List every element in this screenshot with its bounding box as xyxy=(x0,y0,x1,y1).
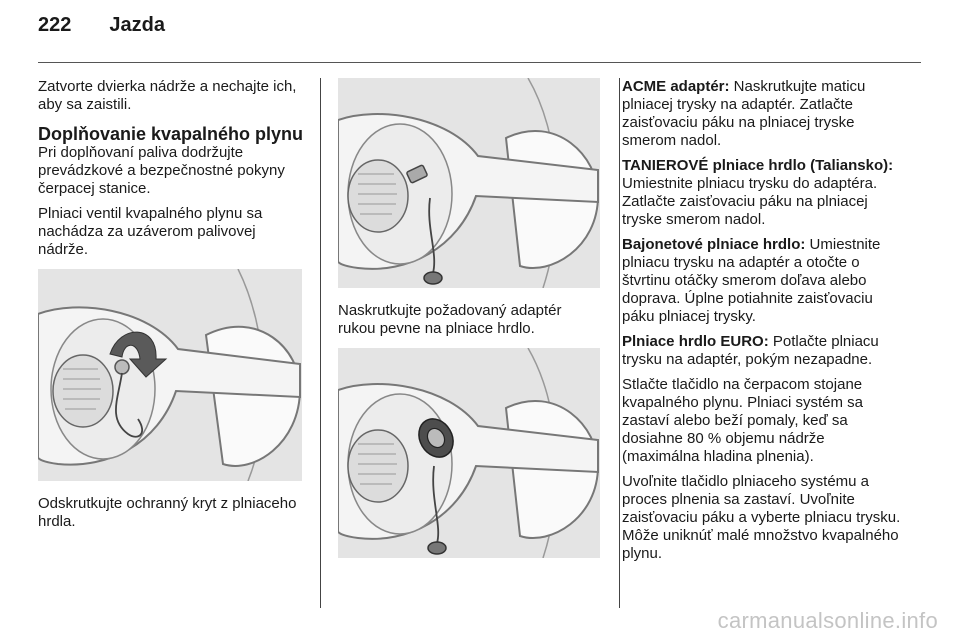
column-1 xyxy=(38,78,304,531)
page-number: 222 xyxy=(38,14,72,36)
bayonet-filler-term: Bajonetové plniace hrdlo: xyxy=(622,236,806,253)
acme-adapter-paragraph: ACME adaptér: Naskrutkujte maticu plniacej trysky na adaptér. Zatlačte zaisťovaciu páku na plniacej tryske smerom nadol. xyxy=(622,78,866,149)
intro-paragraph: Zatvorte dvierka nádrže a nechajte ich, aby sa zaistili. xyxy=(38,78,297,113)
acme-adapter-term: ACME adaptér: xyxy=(622,78,730,95)
bayonet-filler-paragraph: Bajonetové plniace hrdlo: Umiestnite plniacu trysku na adaptér a otočte o štvrtinu otáčky smerom doľava alebo doprava. Úplne potiahnite zaisťovaciu páku plniacej trysky. xyxy=(622,236,881,325)
figure-caption-1: Odskrutkujte ochranný kryt z plniaceho hrdla. xyxy=(38,495,297,530)
figure-caption-2: Naskrutkujte požadovaný adaptér rukou pevne na plniace hrdlo. xyxy=(338,302,562,337)
column-divider-1 xyxy=(320,78,321,608)
fuel-filler-cap-removal-illustration xyxy=(38,269,302,481)
fueling-paragraph: Pri doplňovaní paliva dodržujte prevádzkové a bezpečnostné pokyny čerpacej stanice. xyxy=(38,144,285,197)
dish-filler-term: TANIEROVÉ plniace hrdlo (Taliansko): xyxy=(622,157,894,174)
page-header xyxy=(38,14,165,50)
fuel-filler-neck-illustration xyxy=(338,78,600,288)
header-rule xyxy=(38,62,921,63)
column-3 xyxy=(622,78,904,570)
press-button-paragraph: Stlačte tlačidlo na čerpacom stojane kvapalného plynu. Plniaci systém sa zastaví alebo beží pomaly, keď sa dosiahne 80 % objemu nádrže (maximálna hladina plnenia). xyxy=(622,376,863,465)
watermark: carmanualsonline.info xyxy=(717,608,938,633)
column-divider-2 xyxy=(619,78,620,608)
euro-filler-term: Plniace hrdlo EURO: xyxy=(622,333,769,350)
euro-filler-paragraph: Plniace hrdlo EURO: Potlačte plniacu trysku na adaptér, pokým nezapadne. xyxy=(622,333,879,368)
release-button-paragraph: Uvoľnite tlačidlo plniaceho systému a proces plnenia sa zastaví. Uvoľnite zaisťovaciu páku a vyberte plniacu trysku. Môže uniknúť malé množstvo kvapalného plynu. xyxy=(622,473,901,562)
section-title: Jazda xyxy=(109,14,165,36)
column-2 xyxy=(338,78,600,572)
adapter-on-filler-neck-illustration xyxy=(338,348,600,558)
section-heading: Doplňovanie kvapalného plynu xyxy=(38,124,304,144)
valve-location-paragraph: Plniaci ventil kvapalného plynu sa nachádza za uzáverom palivovej nádrže. xyxy=(38,205,263,258)
dish-filler-paragraph: TANIEROVÉ plniace hrdlo (Taliansko): Umiestnite plniacu trysku do adaptéra. Zatlačte zaisťovaciu páku na plniacej tryske smerom nadol. xyxy=(622,157,894,228)
